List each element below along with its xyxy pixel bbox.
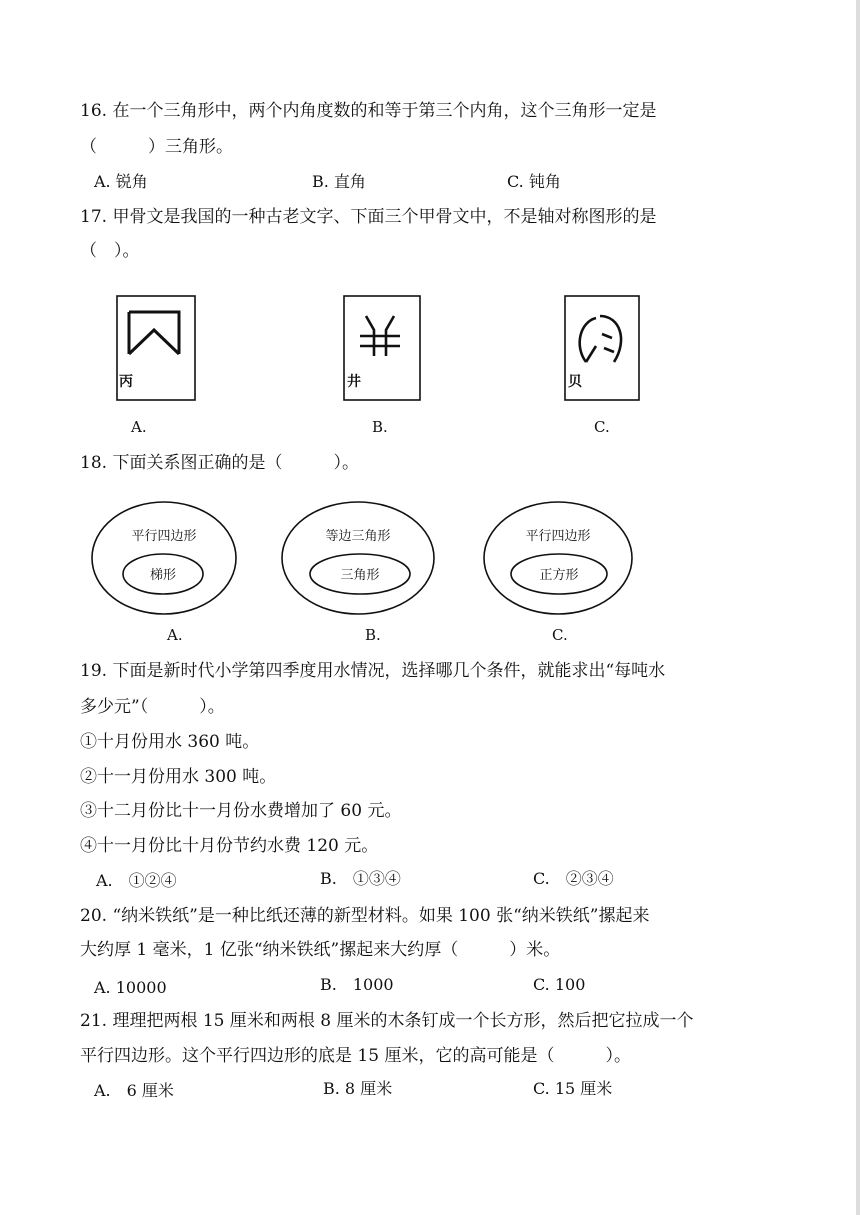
card-b [344,296,420,400]
q19-option-b: B. ①③④ [320,869,401,888]
q17-option-b: B. [372,418,388,436]
q21-option-b: B. 8 厘米 [323,1079,393,1098]
glyph-bing [129,312,179,354]
card-c [565,296,639,400]
q19-line1: 19. 下面是新时代小学第四季度用水情况，选择哪几个条件，就能求出“每吨水 [80,661,666,681]
q18-option-a: A. [167,626,183,644]
q16-option-a: A. 锐角 [94,172,148,191]
glyph-bei [580,316,621,362]
relation-diagrams [0,500,860,630]
q16-option-b: B. 直角 [312,172,366,191]
q19-line2: 多少元”（ ）。 [80,697,225,717]
q19-condition-3: ③十二月份比十一月份水费增加了 60 元。 [80,801,402,821]
q20-option-a: A. 10000 [94,978,167,997]
q17-line2: （ ）。 [80,241,140,261]
q18-line1: 18. 下面关系图正确的是（ ）。 [80,453,359,473]
q19-condition-1: ①十月份用水 360 吨。 [80,732,260,752]
card-b-char: 井 [347,374,361,390]
diagram-c-outer-label: 平行四边形 [525,529,591,544]
diagram-b-inner-label: 三角形 [340,568,380,583]
q17-line1: 17. 甲骨文是我国的一种古老文字、下面三个甲骨文中，不是轴对称图形的是 [80,207,657,227]
q20-option-c: C. 100 [533,975,586,994]
q16-line2: （ ）三角形。 [80,137,233,157]
q18-option-c: C. [552,626,568,644]
q21-option-c: C. 15 厘米 [533,1079,613,1098]
q18-option-b: B. [365,626,381,644]
diagram-a [92,502,236,614]
diagram-a-inner-label: 梯形 [149,568,177,583]
q20-line1: 20. “纳米铁纸”是一种比纸还薄的新型材料。如果 100 张“纳米铁纸”摞起来 [80,906,650,926]
q19-option-a: A. ①②④ [96,871,177,890]
q20-option-b: B. 1000 [320,975,394,994]
q17-option-a: A. [131,418,147,436]
q17-option-c: C. [594,418,610,436]
diagram-b-outer-label: 等边三角形 [325,529,391,544]
q20-line2: 大约厚 1 毫米，1 亿张“纳米铁纸”摞起来大约厚（ ）米。 [80,940,561,960]
card-c-char: 贝 [568,374,582,390]
q21-line1: 21. 理理把两根 15 厘米和两根 8 厘米的木条钉成一个长方形，然后把它拉成一个 [80,1011,694,1031]
q16-option-c: C. 钝角 [507,172,561,191]
q21-option-a: A. 6 厘米 [94,1081,174,1100]
q19-condition-2: ②十一月份用水 300 吨。 [80,767,277,787]
glyph-jing [360,316,400,356]
card-a [117,296,195,400]
card-a-char: 丙 [119,374,133,390]
oracle-bone-cards [0,290,860,420]
diagram-b [282,502,434,614]
q21-line2: 平行四边形。这个平行四边形的底是 15 厘米，它的高可能是（ ）。 [80,1046,631,1066]
q16-line1: 16. 在一个三角形中，两个内角度数的和等于第三个内角，这个三角形一定是 [80,101,657,121]
q19-option-c: C. ②③④ [533,869,614,888]
q19-condition-4: ④十一月份比十月份节约水费 120 元。 [80,836,379,856]
diagram-c-inner-label: 正方形 [539,568,579,583]
diagram-c [484,502,632,614]
diagram-a-outer-label: 平行四边形 [131,529,197,544]
